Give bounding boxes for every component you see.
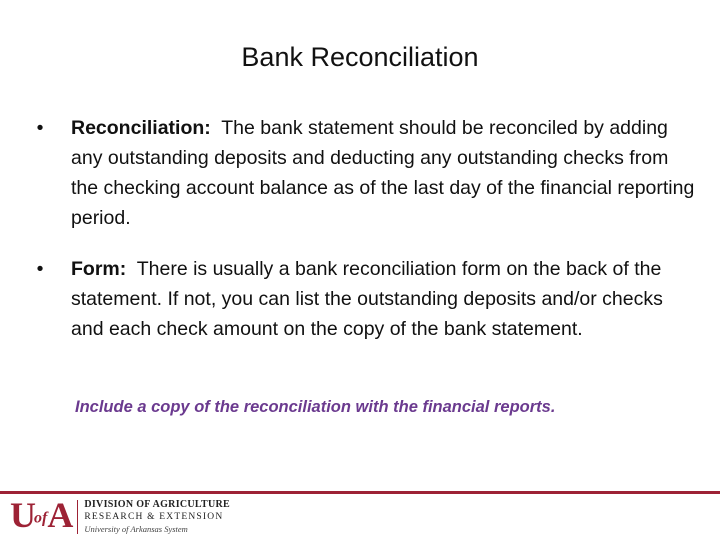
- logo-mark-a: A: [47, 495, 72, 536]
- bullet-marker: •: [36, 258, 44, 280]
- logo-text: [84, 499, 230, 535]
- bullet-term: Reconciliation:: [71, 117, 211, 139]
- logo-line-university: University of Arkansas System: [84, 524, 188, 534]
- slide-title: Bank Reconciliation: [241, 42, 479, 72]
- bullet-term: Form:: [71, 258, 127, 280]
- uofa-logo-mark: [10, 497, 71, 537]
- logo-line-research: RESEARCH & EXTENSION: [84, 512, 224, 522]
- logo-mark-of: of: [34, 509, 48, 527]
- bullet-list: [30, 113, 695, 365]
- bullet-form: [30, 254, 695, 344]
- logo-mark-u: U: [10, 495, 34, 536]
- bullet-marker: •: [36, 117, 44, 139]
- bullet-reconciliation: [30, 113, 695, 233]
- bullet-text: The bank statement should be reconciled by adding any outstanding deposits and deducting any outstanding checks from the checking account balance as of the last day of the financial reporting period.: [71, 117, 695, 229]
- slide-note: Include a copy of the reconciliation with the financial reports.: [75, 398, 556, 416]
- uofa-logo: [10, 497, 230, 537]
- logo-line-division: DIVISION OF AGRICULTURE: [84, 499, 230, 510]
- logo-divider: [77, 500, 78, 534]
- footer-divider: [0, 491, 720, 494]
- bullet-text: There is usually a bank reconciliation form on the back of the statement. If not, you can list the outstanding deposits and/or checks and each check amount on the copy of the bank statement.: [71, 258, 663, 340]
